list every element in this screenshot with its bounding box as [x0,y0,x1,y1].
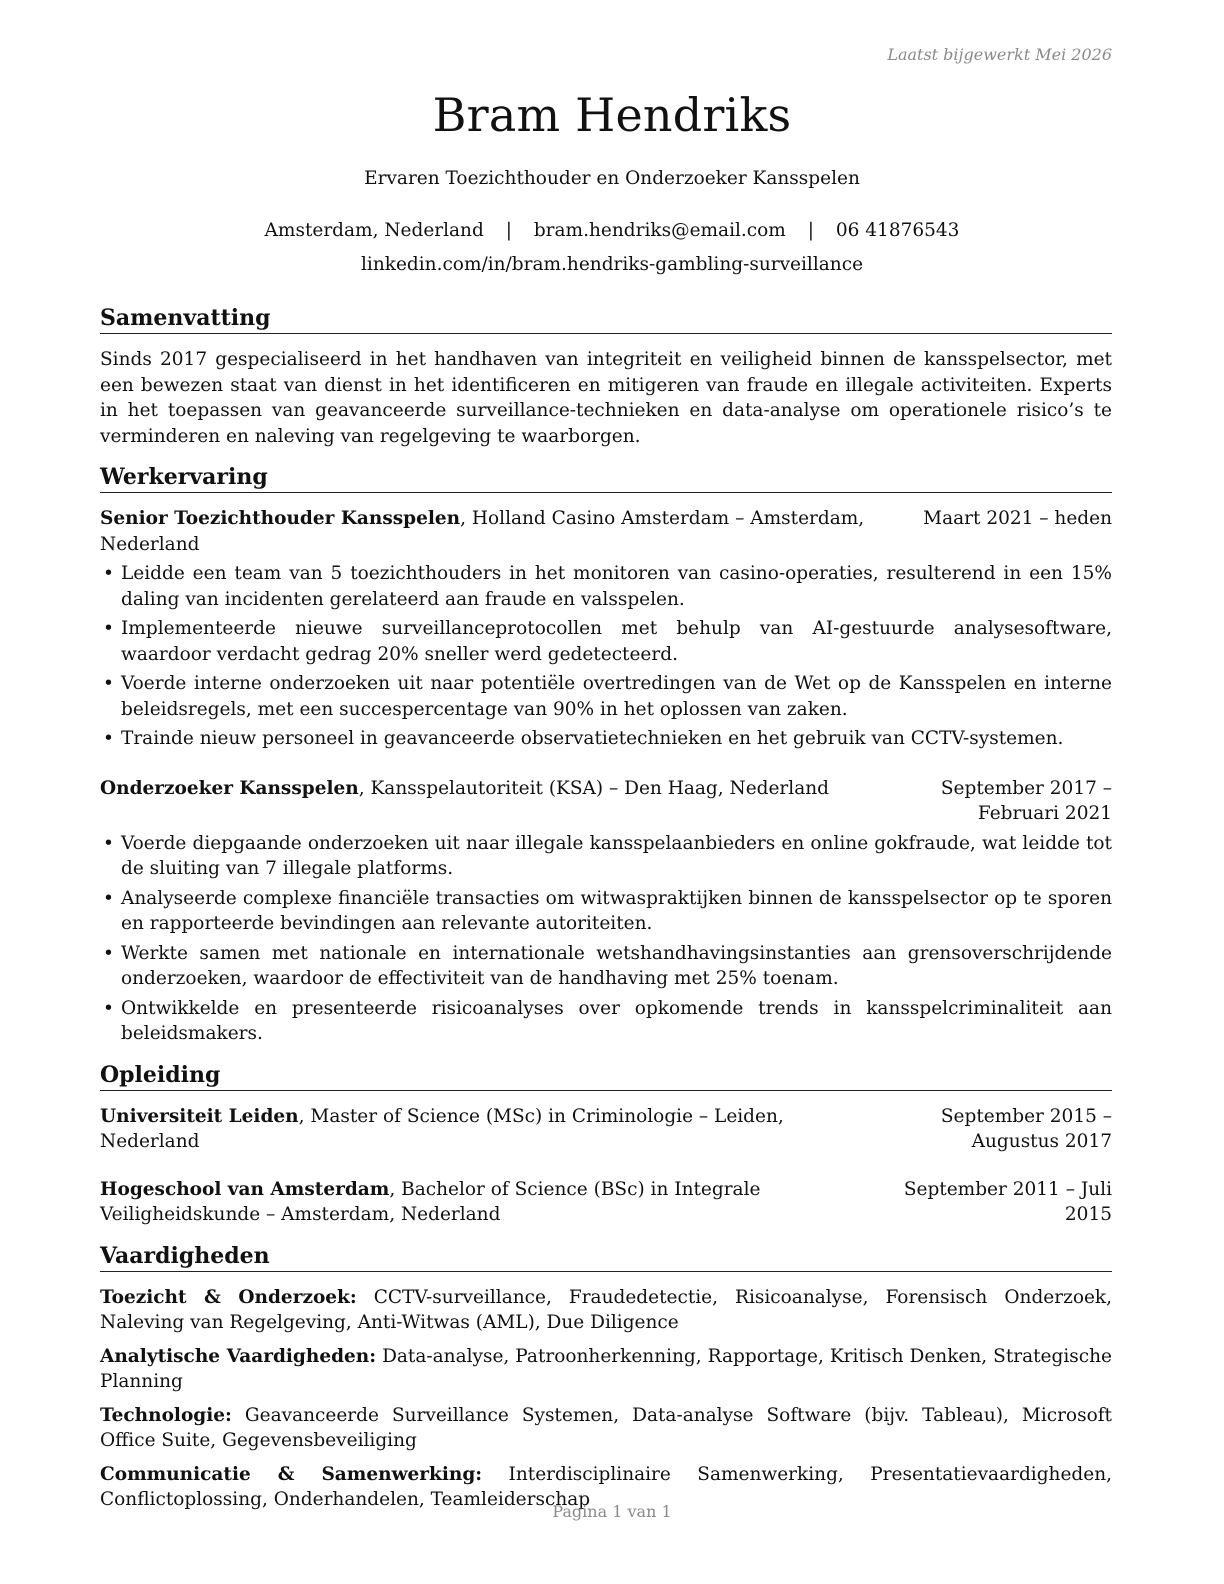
contact-line [0,220,1224,241]
last-updated: Laatst bijgewerkt Mei 2026 [887,45,1112,64]
skill-value: Interdisciplinaire Samenwerking, Presentatievaardigheden, Conflictoplossing, Onderhandelen, Teamleiderschap [100,1463,1112,1510]
list-item: • Implementeerde nieuwe surveillanceprotocollen met behulp van AI-gestuurde analysesoftware, waardoor verdacht gedrag 20% sneller werd gedetecteerd. [103,618,1112,665]
degree: , Bachelor of Science (BSc) in Integrale Veiligheidskunde – Amsterdam, Nederland [100,1178,761,1225]
section-title-experience: Werkervaring [100,463,1112,493]
list-item: • Leidde een team van 5 toezichthouders in het monitoren van casino-operaties, resulterend in een 15% daling van incidenten gerelateerd aan fraude en valsspelen. [103,563,1112,610]
page-number: Pagina 1 van 1 [552,1502,672,1521]
skill-label: Toezicht & Onderzoek: [100,1286,357,1308]
email-link[interactable]: bram.hendriks@email.com [533,220,786,241]
job-dates: September 2017 – Februari 2021 [940,777,1112,824]
linkedin-link[interactable]: linkedin.com/in/bram.hendriks-gambling-surveillance [360,254,864,275]
list-item: • Voerde diepgaande onderzoeken uit naar illegale kansspelaanbieders en online gokfraude, wat leidde tot de sluiting van 7 illegale platforms. [103,832,1112,879]
job-entry [100,506,1112,752]
skill-value: Data-analyse, Patroonherkenning, Rapportage, Kritisch Denken, Strategische Planning [100,1345,1112,1392]
skill-row [100,1403,1112,1454]
separator: | [505,220,512,241]
job-org: , Kansspelautoriteit (KSA) – Den Haag, Nederland [358,777,829,799]
skill-label: Analytische Vaardigheden: [100,1345,377,1367]
skill-value: CCTV-surveillance, Fraudedetectie, Risicoanalyse, Forensisch Onderzoek, Naleving van Regelgeving, Anti-Witwas (AML), Due Diligence [100,1286,1112,1333]
degree: , Master of Science (MSc) in Criminologie – Leiden, Nederland [100,1105,784,1152]
skill-value: Geavanceerde Surveillance Systemen, Data-analyse Software (bijv. Tableau), Microsoft Office Suite, Gegevensbeveiliging [100,1404,1112,1451]
education-entry [100,1104,1112,1155]
job-org: , Holland Casino Amsterdam – Amsterdam, Nederland [100,508,865,555]
list-item: • Voerde interne onderzoeken uit naar potentiële overtredingen van de Wet op de Kansspelen en interne beleidsregels, met een succespercentage van 90% in het oplossen van zaken. [103,673,1112,720]
candidate-name: Bram Hendriks [432,88,792,142]
separator: | [807,220,814,241]
list-item: • Trainde nieuw personeel in geavanceerde observatietechnieken en het gebruik van CCTV-systemen. [103,728,1064,749]
job-header [100,776,1112,827]
list-item: • Werkte samen met nationale en internationale wetshandhavingsinstanties aan grensoverschrijdende onderzoeken, waardoor de effectiviteit van de handhaving met 25% toenam. [103,942,1112,989]
job-role: Onderzoeker Kansspelen [100,777,359,799]
school-name: Universiteit Leiden [100,1105,299,1127]
list-item: • Analyseerde complexe financiële transacties om witwaspraktijken binnen de kansspelsector op te sporen en rapporteerde bevindingen aan relevante autoriteiten. [103,887,1112,934]
section-title-education: Opleiding [100,1061,1112,1091]
phone: 06 41876543 [835,220,960,241]
job-role: Senior Toezichthouder Kansspelen [100,508,461,529]
resume-content [100,304,1112,1521]
skill-label: Technologie: [100,1404,232,1426]
job-bullets [100,831,1112,1047]
location: Amsterdam, Nederland [264,220,484,241]
skill-row [100,1344,1112,1395]
job-bullets [100,561,1112,752]
job-entry [100,776,1112,1047]
job-header [100,506,1112,557]
education-dates: September 2011 – Juli 2015 [903,1178,1112,1225]
skill-row [100,1285,1112,1336]
skill-label: Communicatie & Samenwerking: [100,1463,483,1485]
education-dates: September 2015 – Augustus 2017 [940,1105,1112,1152]
education-entry [100,1177,1112,1228]
list-item: • Ontwikkelde en presenteerde risicoanalyses over opkomende trends in kansspelcriminaliteit aan beleidsmakers. [103,997,1112,1044]
job-dates: Maart 2021 – heden [923,508,1112,529]
section-title-summary: Samenvatting [100,304,1112,334]
tagline: Ervaren Toezichthouder en Onderzoeker Kansspelen [364,168,860,189]
school-name: Hogeschool van Amsterdam [100,1178,390,1200]
section-title-skills: Vaardigheden [100,1242,1112,1272]
summary-text: Sinds 2017 gespecialiseerd in het handhaven van integriteit en veiligheid binnen de kansspelsector, met een bewezen staat van dienst in het identificeren en mitigeren van fraude en illegale activiteiten. Experts in het toepassen van geavanceerde surveillance-technieken en data-analyse om operationele risico’s te verminderen en naleving van regelgeving te waarborgen. [100,349,1112,447]
